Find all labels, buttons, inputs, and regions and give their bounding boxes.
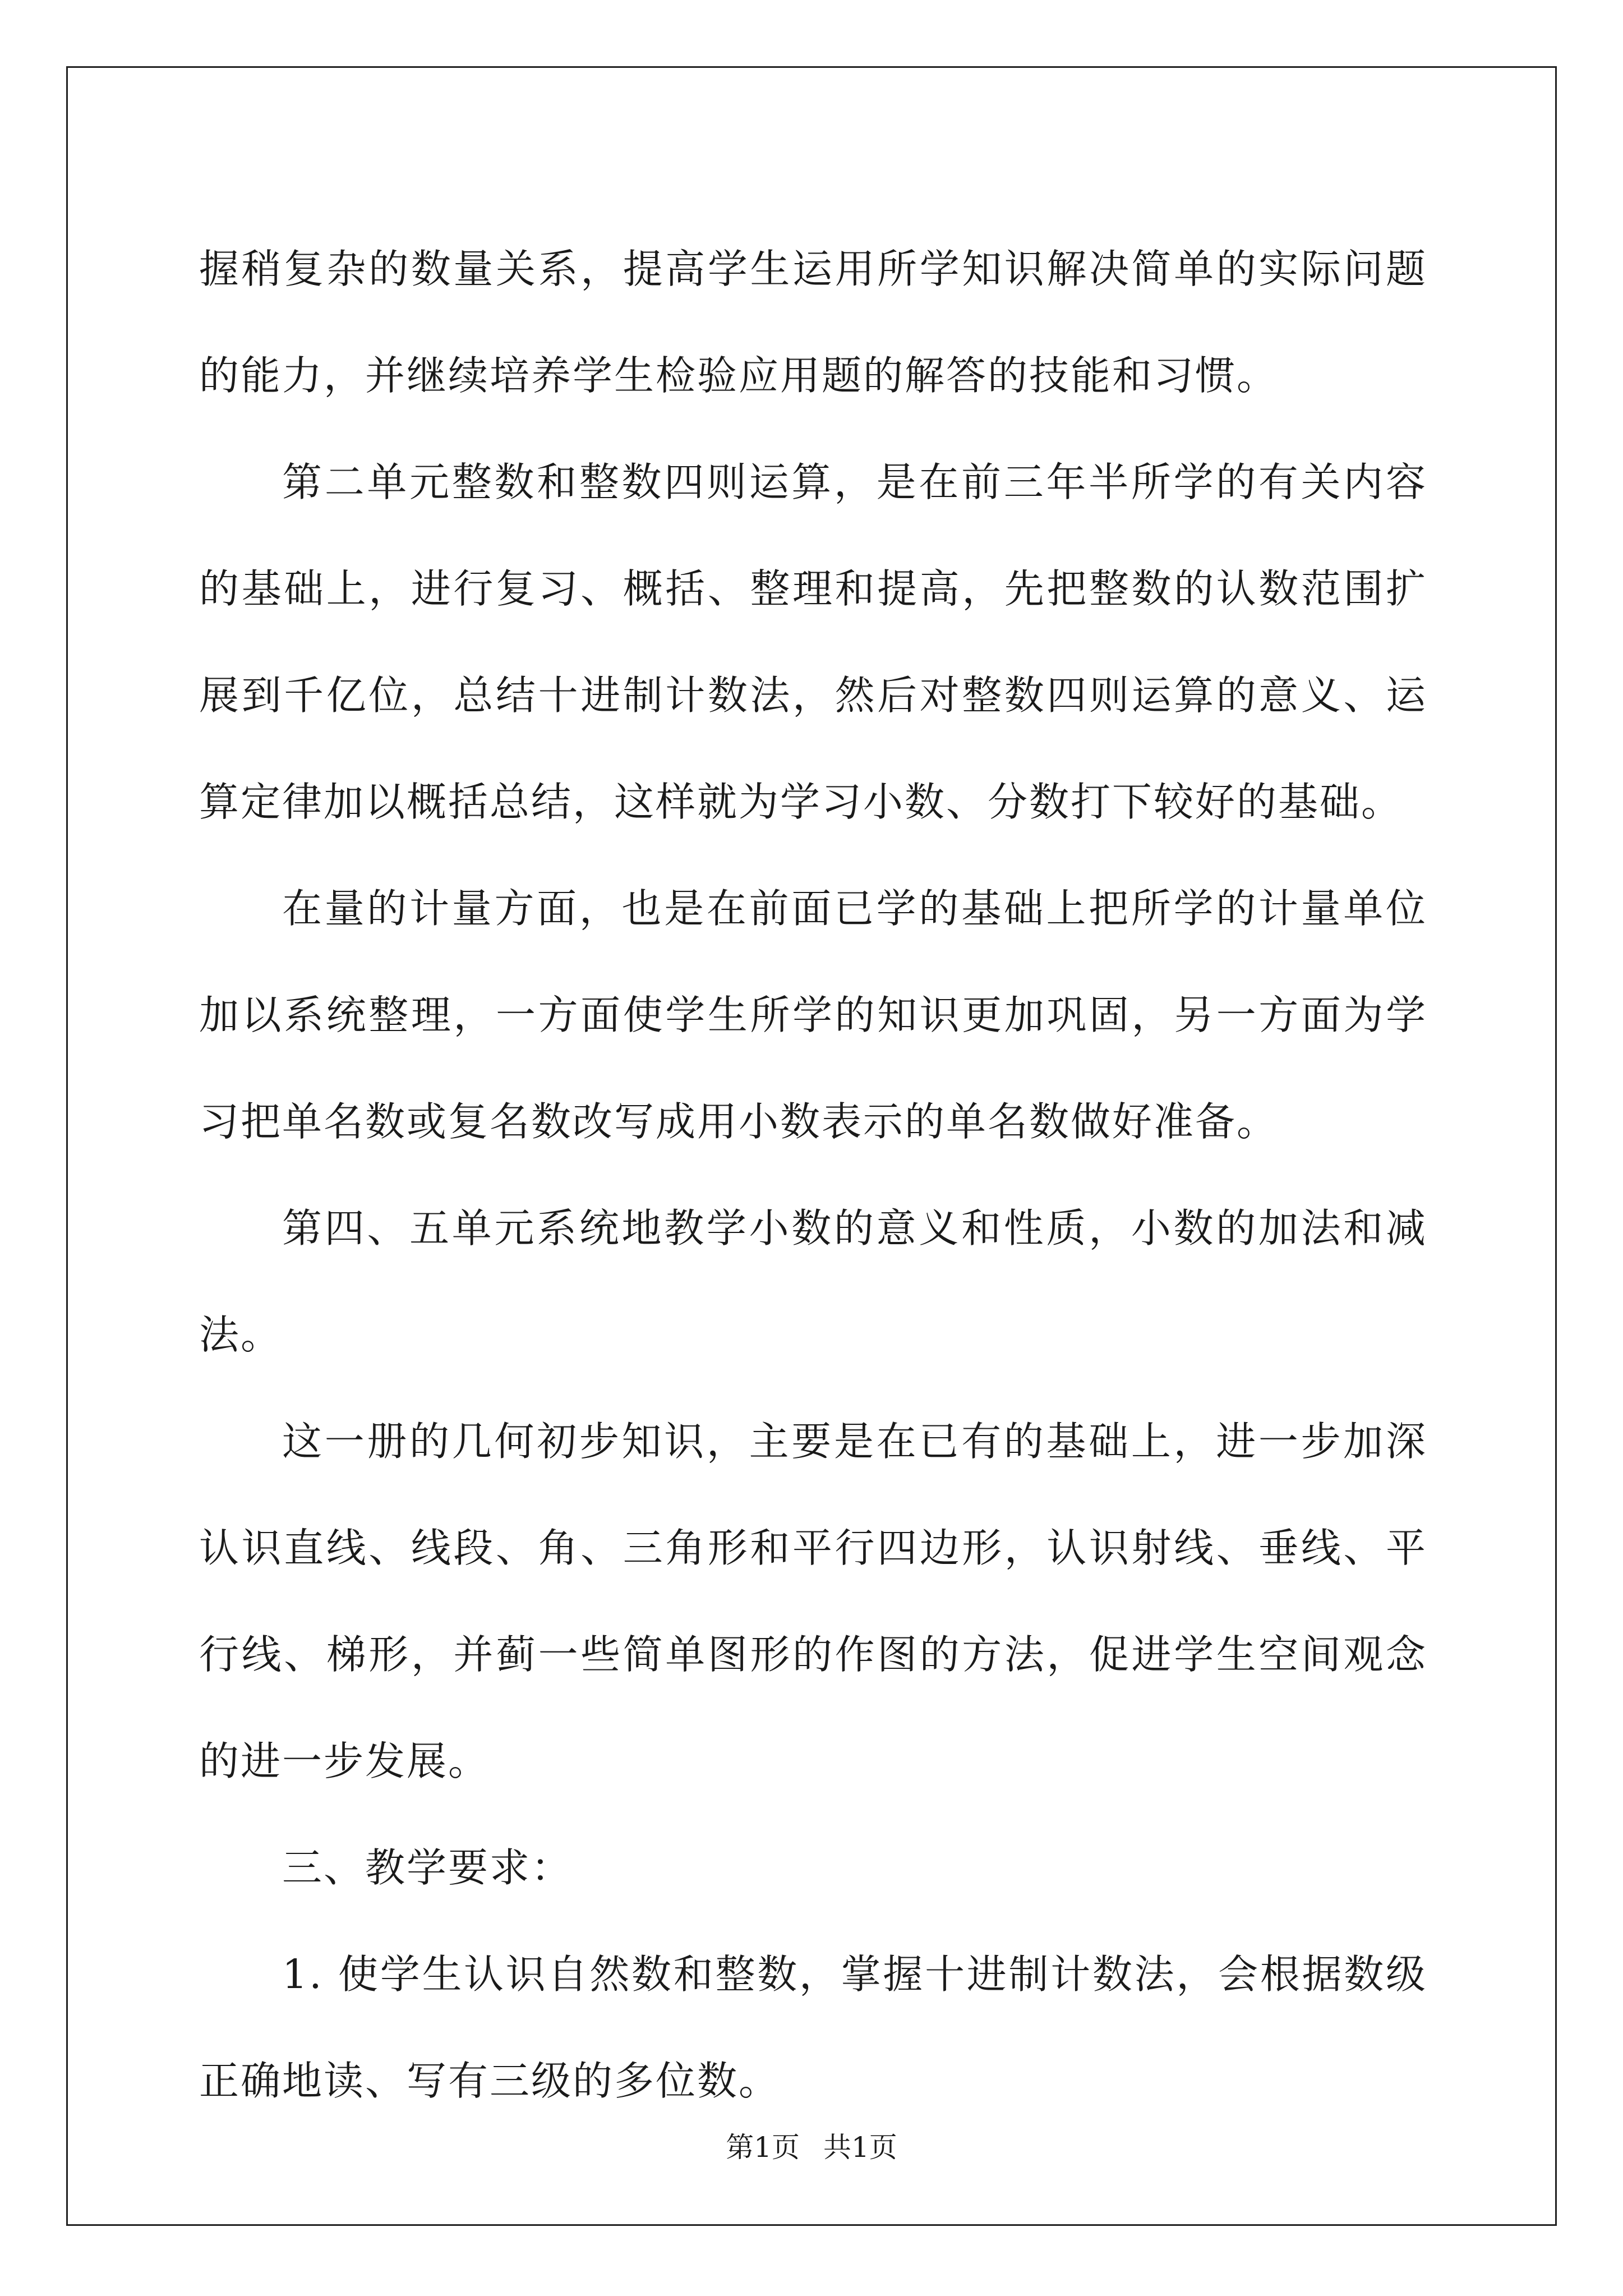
page-number: 第1页 (726, 2131, 800, 2164)
page-footer (0, 2131, 1623, 2164)
document-body (199, 216, 1427, 2134)
paragraph-7: 1. 使学生认识自然数和整数，掌握十进制计数法，会根据数级正确地读、写有三级的多位数。 (199, 1951, 1427, 2104)
section-heading: 三、教学要求： (282, 1844, 573, 1891)
paragraph-1: 握稍复杂的数量关系，提高学生运用所学知识解决简单的实际问题的能力，并继续培养学生检验应用题的解答的技能和习惯。 (199, 246, 1427, 399)
paragraph-3: 在量的计量方面，也是在前面已学的基础上把所学的计量单位加以系统整理，一方面使学生所学的知识更加巩固，另一方面为学习把单名数或复名数改写成用小数表示的单名数做好准备。 (199, 885, 1427, 1145)
paragraph-2: 第二单元整数和整数四则运算，是在前三年半所学的有关内容的基础上，进行复习、概括、整理和提高，先把整数的认数范围扩展到千亿位，总结十进制计数法，然后对整数四则运算的意义、运算定律加以概括总结，这样就为学习小数、分数打下较好的基础。 (199, 459, 1427, 825)
page-total: 共1页 (823, 2131, 897, 2164)
paragraph-5: 这一册的几何初步知识，主要是在已有的基础上，进一步加深认识直线、线段、角、三角形和平行四边形，认识射线、垂线、平行线、梯形，并蓟一些简单图形的作图的方法，促进学生空间观念的进一步发展。 (199, 1418, 1427, 1784)
paragraph-4: 第四、五单元系统地教学小数的意义和性质，小数的加法和减法。 (199, 1205, 1427, 1358)
